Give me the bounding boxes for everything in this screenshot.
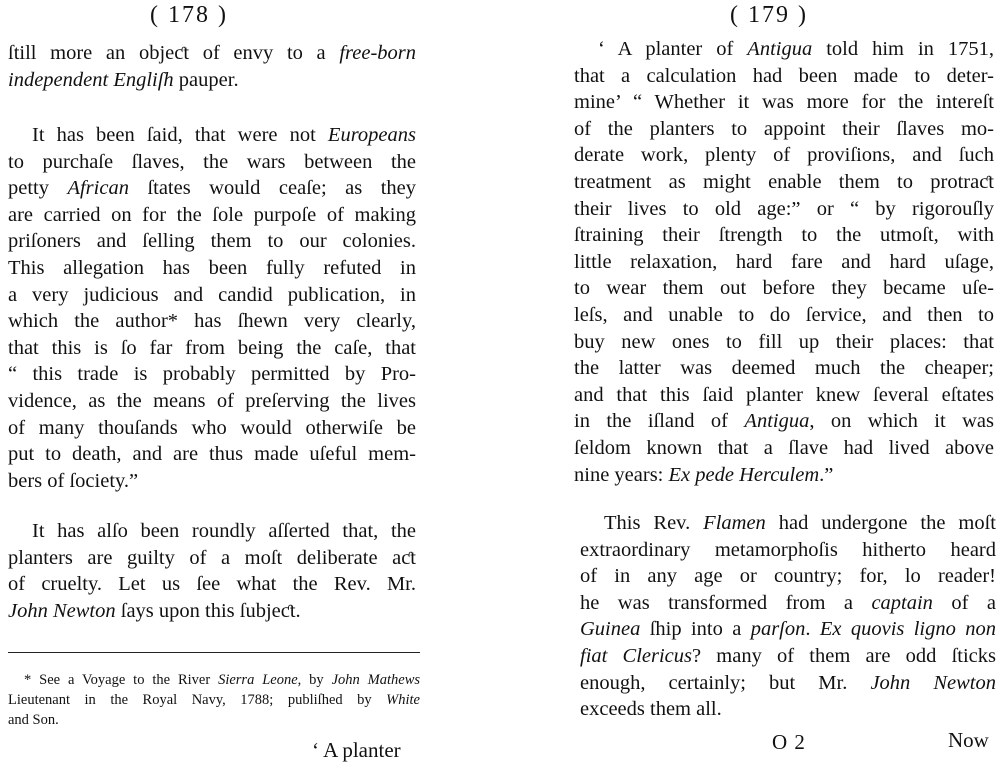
text-line: derate work, plenty of proviſions, and ſuch bbox=[574, 144, 994, 167]
text-line: This Rev. Flamen had undergone the moſt bbox=[604, 512, 996, 534]
text-line: to purchaſe ſlaves, the wars between the bbox=[8, 150, 416, 173]
text-line: fiat Clericus? many of them are odd ſticks bbox=[580, 644, 996, 667]
text-line: of the planters to appoint their ſlaves mo- bbox=[574, 117, 994, 140]
text-line: nine years: Ex pede Herculem.” bbox=[574, 463, 834, 486]
footnote-rule bbox=[8, 652, 420, 653]
paragraph bbox=[574, 36, 994, 488]
text-line: in the iſland of Antigua, on which it was bbox=[574, 410, 994, 433]
text-line: of many thouſands who would otherwiſe be bbox=[8, 416, 416, 439]
left-page bbox=[0, 0, 430, 772]
text-line: extraordinary metamorphoſis hitherto heard bbox=[580, 538, 996, 561]
paragraph bbox=[580, 510, 996, 723]
paragraph bbox=[8, 122, 416, 494]
signature-mark: O 2 bbox=[772, 730, 806, 754]
text-line: of cruelty. Let us ſee what the Rev. Mr. bbox=[8, 573, 416, 596]
footnote-line: Lieutenant in the Royal Navy, 1788; publiſhed by White bbox=[8, 692, 420, 708]
text-line: he was transformed from a captain of a bbox=[580, 591, 996, 614]
text-line: This allegation has been fully refuted in bbox=[8, 256, 416, 279]
text-line: buy new ones to fill up their places: that bbox=[574, 330, 994, 353]
paragraph bbox=[8, 518, 416, 624]
text-line: the latter was deemed much the cheaper; bbox=[574, 357, 994, 380]
text-line: of in any age or country; for, lo reader! bbox=[580, 565, 996, 588]
text-line: that this is ſo far from being the caſe, that bbox=[8, 336, 416, 359]
text-line: It has alſo been roundly aſſerted that, the bbox=[32, 520, 416, 542]
text-line: vidence, as the means of preſerving the lives bbox=[8, 389, 416, 412]
text-line: exceeds them all. bbox=[580, 698, 722, 721]
text-line: are carried on for the ſole purpoſe of making bbox=[8, 203, 416, 226]
text-line: their lives to old age:” or “ by rigorouſly bbox=[574, 197, 994, 220]
text-line: little relaxation, hard fare and hard uſage, bbox=[574, 250, 994, 273]
text-line: ſtill more an objeƈt of envy to a free-born bbox=[8, 42, 416, 64]
text-line: enough, certainly; but Mr. John Newton bbox=[580, 671, 996, 694]
text-line: treatment as might enable them to protraƈt bbox=[574, 170, 994, 193]
text-line: It has been ſaid, that were not Europeans bbox=[32, 124, 416, 146]
catchword: Now bbox=[948, 728, 989, 752]
paragraph bbox=[8, 40, 416, 93]
text-line: Guinea ſhip into a parſon. Ex quovis ligno non bbox=[580, 618, 996, 641]
text-line: that a calculation had been made to deter- bbox=[574, 64, 994, 87]
text-line: leſs, and unable to do ſervice, and then to bbox=[574, 303, 994, 326]
text-line: ſtraining their ſtrength to the utmoſt, with bbox=[574, 224, 994, 247]
text-line: to wear them out before they became uſe- bbox=[574, 277, 994, 300]
text-line: put to death, and are thus made uſeful mem- bbox=[8, 443, 416, 466]
text-line: and that this ſaid planter knew ſeveral eſtates bbox=[574, 383, 994, 406]
catchword: ‘ A planter bbox=[312, 738, 401, 762]
text-line: planters are guilty of a moſt deliberate aƈt bbox=[8, 546, 416, 569]
footnote bbox=[8, 670, 420, 730]
text-line: “ this trade is probably permitted by Pro- bbox=[8, 363, 416, 386]
text-line: priſoners and ſelling them to our colonies. bbox=[8, 230, 416, 253]
text-line: John Newton ſays upon this ſubjeƈt. bbox=[8, 599, 301, 622]
text-line: ſeldom known that a ſlave had lived above bbox=[574, 436, 994, 459]
footnote-line: * See a Voyage to the River Sierra Leone, by John Mathews bbox=[24, 672, 421, 688]
text-line: independent Engliſh pauper. bbox=[8, 68, 239, 91]
text-line: a very judicious and candid publication, in bbox=[8, 283, 416, 306]
text-line: ‘ A planter of Antigua told him in 1751, bbox=[598, 38, 994, 60]
text-line: petty African ſtates would ceaſe; as they bbox=[8, 177, 416, 200]
page-number: ( 179 ) bbox=[730, 2, 808, 28]
text-line: bers of ſociety.” bbox=[8, 469, 139, 492]
footnote-line: and Son. bbox=[8, 712, 59, 728]
text-line: mine’ “ Whether it was more for the intereſt bbox=[574, 91, 994, 114]
page-number: ( 178 ) bbox=[150, 2, 228, 28]
right-page bbox=[560, 0, 1000, 772]
text-line: which the author* has ſhewn very clearly, bbox=[8, 310, 416, 333]
